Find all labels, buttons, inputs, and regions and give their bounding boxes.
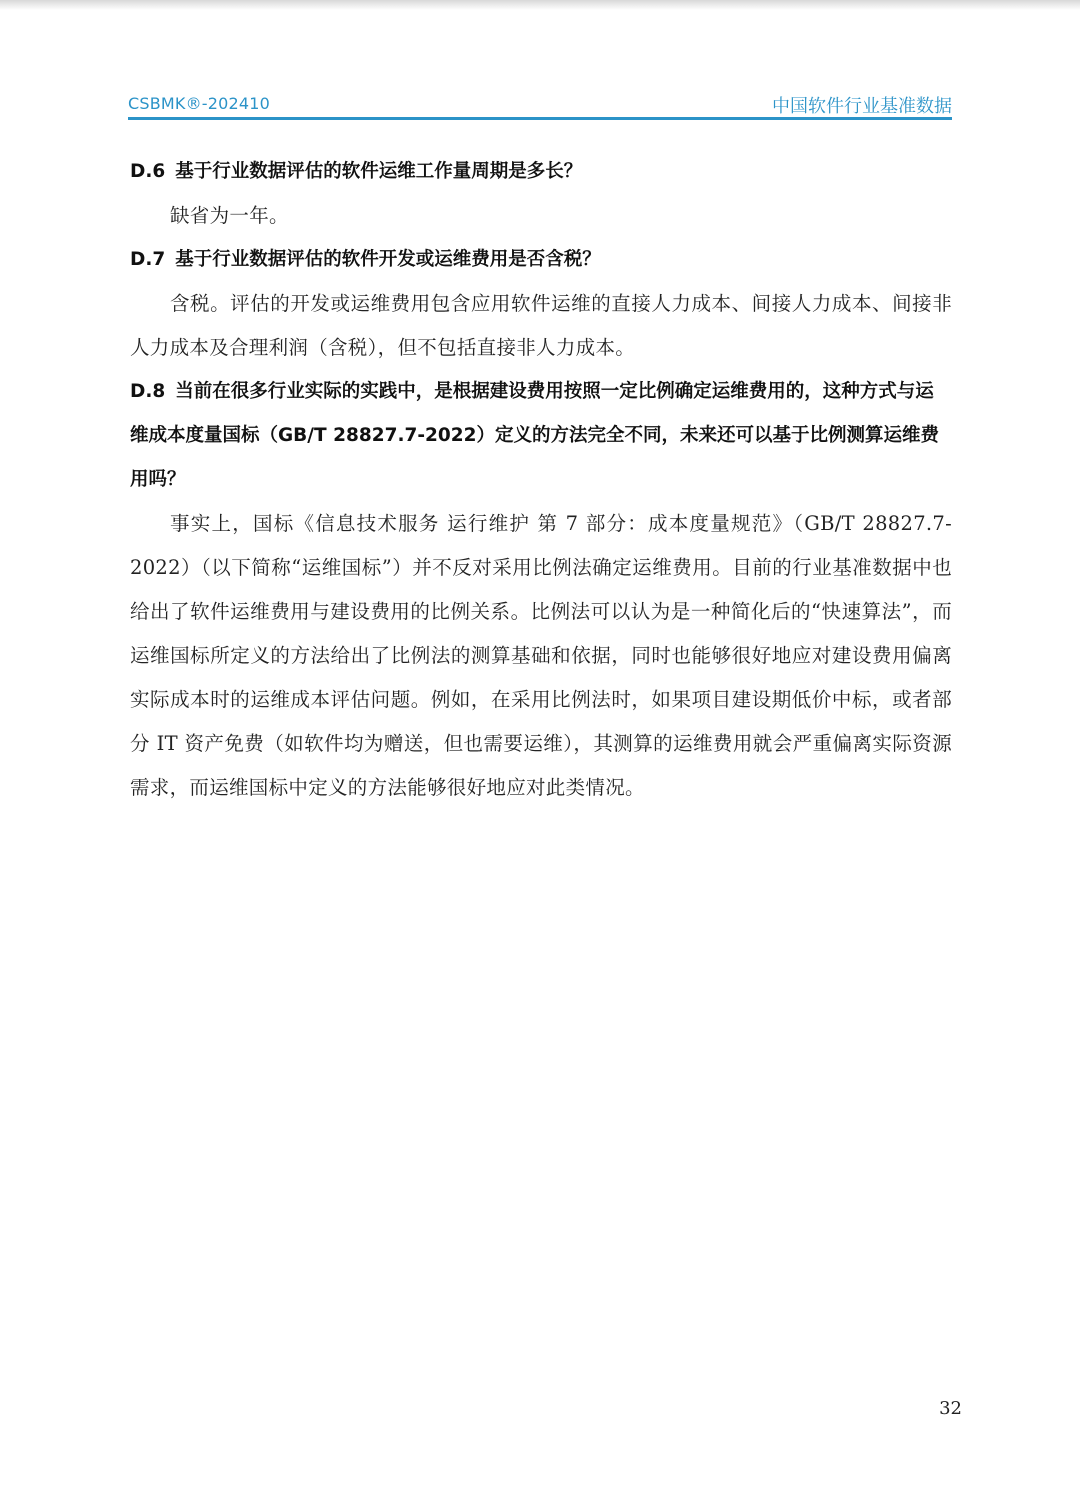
question-d8 bbox=[130, 370, 952, 502]
document-body bbox=[130, 150, 952, 810]
header-document-title: 中国软件行业基准数据 bbox=[772, 96, 952, 117]
answer-d7: 含税。评估的开发或运维费用包含应用软件运维的直接人力成本、间接人力成本、间接非人力成本及合理利润（含税），但不包括直接非人力成本。 bbox=[130, 292, 952, 359]
page-header bbox=[128, 92, 952, 120]
question-text: 当前在很多行业实际的实践中，是根据建设费用按照一定比例确定运维费用的，这种方式与运维成本度量国标（GB/T 28827.7-2022）定义的方法完全不同，未来还可以基于比例测算运维费用吗？ bbox=[130, 381, 940, 490]
page-top-shadow bbox=[0, 0, 1080, 10]
answer-d8: 事实上，国标《信息技术服务 运行维护 第 7 部分：成本度量规范》（GB/T 28827.7-2022）（以下简称“运维国标”）并不反对采用比例法确定运维费用。目前的行业基准数据中也给出了软件运维费用与建设费用的比例关系。比例法可以认为是一种简化后的“快速算法”，而运维国标所定义的方法给出了比例法的测算基础和依据，同时也能够很好地应对建设费用偏离实际成本时的运维成本评估问题。例如，在采用比例法时，如果项目建设期低价中标，或者部分 IT 资产免费（如软件均为赠送，但也需要运维），其测算的运维费用就会严重偏离实际资源需求，而运维国标中定义的方法能够很好地应对此类情况。 bbox=[130, 512, 952, 799]
header-divider bbox=[128, 117, 952, 120]
question-number: D.6 bbox=[130, 161, 166, 182]
header-document-code: CSBMK®-202410 bbox=[128, 94, 271, 113]
question-number: D.7 bbox=[130, 249, 166, 270]
question-text: 基于行业数据评估的软件运维工作量周期是多长？ bbox=[175, 161, 583, 182]
question-d6 bbox=[130, 150, 952, 194]
page-number: 32 bbox=[939, 1398, 962, 1419]
question-d7 bbox=[130, 238, 952, 282]
answer-d6: 缺省为一年。 bbox=[170, 204, 289, 227]
question-text: 基于行业数据评估的软件开发或运维费用是否含税？ bbox=[175, 249, 601, 270]
question-number: D.8 bbox=[130, 381, 166, 402]
